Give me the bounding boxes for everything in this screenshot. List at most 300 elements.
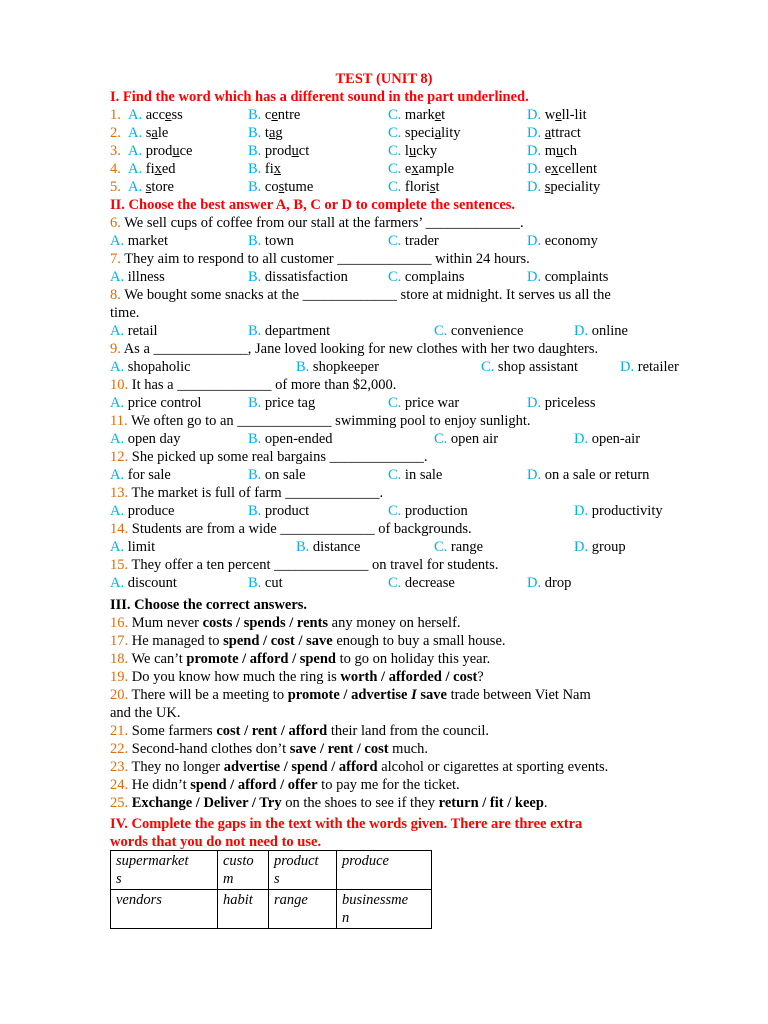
option-text: fi xyxy=(264,161,274,177)
underlined-sound: a xyxy=(434,125,442,141)
question-text xyxy=(110,668,484,686)
option-text: cellent xyxy=(558,161,598,177)
option-letter: B. xyxy=(248,431,262,447)
word-bank-cell: custo m xyxy=(218,851,269,890)
question-text xyxy=(110,214,524,232)
option-letter: B. xyxy=(248,161,262,177)
option-letter: C. xyxy=(388,575,402,591)
answer-option xyxy=(527,160,597,178)
option-text: retail xyxy=(127,323,158,339)
question-number: 1. xyxy=(110,107,121,123)
option-text: mark xyxy=(404,107,435,123)
option-text: complains xyxy=(404,269,465,285)
option-letter: A. xyxy=(110,233,125,249)
question-text xyxy=(110,376,396,394)
answer-option xyxy=(388,574,455,592)
answer-option xyxy=(388,178,440,196)
question-stem: They no longer xyxy=(128,759,224,775)
option-text: w xyxy=(544,107,556,123)
option-letter: D. xyxy=(574,539,589,555)
option-text: productivity xyxy=(591,503,663,519)
option-text: ct xyxy=(298,143,310,159)
option-letter: D. xyxy=(574,503,589,519)
question-text xyxy=(110,776,460,794)
option-letter: D. xyxy=(527,269,542,285)
answer-choices: save xyxy=(416,687,447,703)
answer-option xyxy=(248,232,294,250)
option-letter: C. xyxy=(388,269,402,285)
option-text: prod xyxy=(145,143,173,159)
underlined-sound: u xyxy=(291,143,299,159)
answer-option xyxy=(110,502,174,520)
question-number: 5. xyxy=(110,179,121,195)
word-bank-cell: supermarket s xyxy=(111,851,218,890)
answer-choices: I xyxy=(411,687,417,703)
question-stem: Some farmers xyxy=(128,723,217,739)
option-letter: C. xyxy=(388,503,402,519)
answer-option xyxy=(388,160,454,178)
question-stem: There will be a meeting to xyxy=(128,687,288,703)
section-2-heading: II. Choose the best answer A, B, C or D to complete the sentences. xyxy=(110,197,516,213)
answer-option xyxy=(248,142,309,160)
underlined-sound: e xyxy=(271,107,278,123)
question-stem: to pay me for the ticket. xyxy=(317,777,460,793)
option-text: co xyxy=(264,179,279,195)
option-letter: C. xyxy=(388,179,402,195)
question-number: 4. xyxy=(110,161,121,177)
answer-option xyxy=(574,430,640,448)
question-stem: any money on herself. xyxy=(328,615,461,631)
option-letter: A. xyxy=(128,143,143,159)
option-text: g xyxy=(275,125,283,141)
question-stem: We can’t xyxy=(128,651,187,667)
question-stem: It has a _____________ of more than $2,000. xyxy=(128,377,397,393)
answer-option xyxy=(248,322,330,340)
question-number: 25. xyxy=(110,795,129,811)
answer-option xyxy=(527,106,587,124)
option-text: e xyxy=(544,161,552,177)
answer-choices: spend / cost / save xyxy=(223,633,333,649)
option-text: ch xyxy=(563,143,577,159)
section-1-heading: I. Find the word which has a different sound in the part underlined. xyxy=(110,89,529,105)
question-number: 2. xyxy=(110,125,121,141)
question-stem: We bought some snacks at the _____________ store at midnight. It serves us all the xyxy=(120,287,611,303)
question-stem: We sell cups of coffee from our stall at the farmers’ _____________. xyxy=(120,215,524,231)
answer-option xyxy=(296,538,360,556)
option-letter: A. xyxy=(128,179,143,195)
answer-option xyxy=(248,268,348,286)
underlined-sound: s xyxy=(544,179,551,195)
option-text: c xyxy=(264,107,272,123)
word-bank-row xyxy=(111,890,432,929)
answer-option xyxy=(248,502,309,520)
answer-option xyxy=(388,394,459,412)
option-text: l xyxy=(404,143,409,159)
option-text: ss xyxy=(171,107,183,123)
option-letter: D. xyxy=(527,395,542,411)
question-stem: They offer a ten percent _____________ on travel for students. xyxy=(128,557,499,573)
question-text xyxy=(110,340,598,358)
option-letter: A. xyxy=(128,107,143,123)
underlined-sound: x xyxy=(551,161,559,177)
answer-option xyxy=(128,124,168,142)
question-number: 24. xyxy=(110,777,129,793)
option-text: product xyxy=(264,503,310,519)
underlined-sound: x xyxy=(411,161,419,177)
question-text-continued: time. xyxy=(110,305,140,321)
option-text: trader xyxy=(404,233,439,249)
answer-option xyxy=(527,394,595,412)
option-letter: D. xyxy=(527,179,542,195)
option-letter: D. xyxy=(527,125,542,141)
answer-choices: save / rent / cost xyxy=(289,741,389,757)
question-stem: to go on holiday this year. xyxy=(336,651,491,667)
question-stem: Second-hand clothes don’t xyxy=(128,741,290,757)
answer-option xyxy=(296,358,379,376)
option-text: ce xyxy=(179,143,193,159)
answer-option xyxy=(527,178,600,196)
option-letter: D. xyxy=(527,575,542,591)
option-letter: D. xyxy=(527,161,542,177)
option-text: ttract xyxy=(551,125,581,141)
underlined-sound: x xyxy=(154,161,162,177)
option-text: shopkeeper xyxy=(312,359,379,375)
answer-option xyxy=(388,232,439,250)
question-text xyxy=(110,250,530,268)
option-letter: D. xyxy=(527,143,542,159)
option-text: distance xyxy=(312,539,361,555)
answer-option xyxy=(128,142,192,160)
option-text: online xyxy=(591,323,628,339)
question-stem: on the shoes to see if they xyxy=(281,795,439,811)
question-stem: He didn’t xyxy=(128,777,191,793)
question-number: 12. xyxy=(110,449,129,465)
option-text: production xyxy=(404,503,468,519)
question-stem: Mum never xyxy=(128,615,203,631)
answer-option xyxy=(128,178,174,196)
question-text xyxy=(110,794,548,812)
option-letter: B. xyxy=(248,575,262,591)
option-text: tume xyxy=(284,179,314,195)
question-stem: ? xyxy=(477,669,484,685)
answer-option xyxy=(574,322,628,340)
option-letter: C. xyxy=(434,323,448,339)
word-bank-cell: habit xyxy=(218,890,269,929)
option-text: group xyxy=(591,539,626,555)
question-stem: As a _____________, Jane loved looking for new clothes with her two daughters. xyxy=(120,341,599,357)
option-text: cut xyxy=(264,575,283,591)
option-text: in sale xyxy=(404,467,443,483)
question-number: 23. xyxy=(110,759,129,775)
option-text: cky xyxy=(416,143,438,159)
option-text: discount xyxy=(127,575,177,591)
option-letter: C. xyxy=(434,539,448,555)
question-number: 3. xyxy=(110,143,121,159)
question-number: 22. xyxy=(110,741,129,757)
answer-option xyxy=(110,322,158,340)
option-text: economy xyxy=(544,233,598,249)
underlined-sound: s xyxy=(429,179,436,195)
question-text xyxy=(110,686,591,704)
answer-option xyxy=(434,538,483,556)
option-text: s xyxy=(145,125,152,141)
question-text xyxy=(110,484,383,502)
option-letter: B. xyxy=(248,395,262,411)
answer-option xyxy=(248,106,300,124)
answer-option xyxy=(527,142,577,160)
option-letter: A. xyxy=(110,359,125,375)
option-letter: C. xyxy=(388,161,402,177)
option-text: for sale xyxy=(127,467,171,483)
answer-option xyxy=(110,268,165,286)
question-number: 13. xyxy=(110,485,129,501)
question-stem: Do you know how much the ring is xyxy=(128,669,341,685)
question-number: 14. xyxy=(110,521,129,537)
option-letter: A. xyxy=(128,161,143,177)
answer-option xyxy=(128,160,176,178)
option-text: ntre xyxy=(277,107,301,123)
underlined-sound: s xyxy=(278,179,285,195)
answer-option xyxy=(248,574,283,592)
option-text: acc xyxy=(145,107,166,123)
underlined-sound: a xyxy=(151,125,158,141)
option-text: fi xyxy=(145,161,155,177)
answer-option xyxy=(110,232,168,250)
option-text: range xyxy=(450,539,484,555)
answer-option xyxy=(527,268,608,286)
question-number: 6. xyxy=(110,215,121,231)
option-text: on a sale or return xyxy=(544,467,650,483)
answer-option xyxy=(388,106,445,124)
answer-option xyxy=(574,538,626,556)
option-letter: C. xyxy=(388,143,402,159)
question-number: 15. xyxy=(110,557,129,573)
question-stem: They aim to respond to all customer _____________ within 24 hours. xyxy=(120,251,530,267)
option-text: ample xyxy=(418,161,455,177)
option-letter: C. xyxy=(434,431,448,447)
option-text: on sale xyxy=(264,467,306,483)
answer-choices: cost / rent / afford xyxy=(216,723,328,739)
answer-option xyxy=(248,160,281,178)
section-4-heading-line-2: words that you do not need to use. xyxy=(110,834,322,850)
underlined-sound: s xyxy=(145,179,152,195)
answer-choices: Exchange / Deliver / Try xyxy=(131,795,282,811)
option-letter: A. xyxy=(110,323,125,339)
question-number: 21. xyxy=(110,723,129,739)
option-text: open-air xyxy=(591,431,641,447)
option-text: price control xyxy=(127,395,202,411)
word-bank-cell: produce xyxy=(337,851,432,890)
option-text: priceless xyxy=(544,395,596,411)
question-text xyxy=(110,740,428,758)
option-letter: A. xyxy=(110,575,125,591)
question-stem: Students are from a wide _____________ of backgrounds. xyxy=(128,521,472,537)
option-letter: C. xyxy=(481,359,495,375)
answer-option xyxy=(434,430,498,448)
option-text: illness xyxy=(127,269,165,285)
word-bank-cell: product s xyxy=(269,851,337,890)
question-text xyxy=(110,520,472,538)
answer-option xyxy=(248,394,315,412)
option-text: open air xyxy=(450,431,499,447)
question-stem: We often go to an _____________ swimming pool to enjoy sunlight. xyxy=(127,413,531,429)
question-stem: alcohol or cigarettes at sporting events. xyxy=(377,759,609,775)
option-letter: C. xyxy=(388,125,402,141)
option-letter: B. xyxy=(248,179,262,195)
answer-option xyxy=(110,358,191,376)
option-text: prod xyxy=(264,143,292,159)
answer-option xyxy=(527,466,649,484)
option-letter: C. xyxy=(388,395,402,411)
answer-option xyxy=(527,232,598,250)
option-text: e xyxy=(404,161,412,177)
page-title: TEST (UNIT 8) xyxy=(335,71,433,87)
option-letter: B. xyxy=(248,143,262,159)
question-number: 8. xyxy=(110,287,121,303)
word-bank-cell: businessme n xyxy=(337,890,432,929)
option-text: le xyxy=(157,125,169,141)
option-text: retailer xyxy=(637,359,679,375)
answer-option xyxy=(481,358,578,376)
underlined-sound: e xyxy=(555,107,562,123)
option-letter: A. xyxy=(110,431,125,447)
option-letter: D. xyxy=(527,467,542,483)
question-stem: . xyxy=(543,795,548,811)
option-text: drop xyxy=(544,575,572,591)
option-text: open day xyxy=(127,431,181,447)
answer-option xyxy=(388,466,442,484)
option-letter: C. xyxy=(388,467,402,483)
question-number: 17. xyxy=(110,633,129,649)
option-letter: B. xyxy=(248,107,262,123)
option-text: ll-lit xyxy=(561,107,587,123)
question-stem: enough to buy a small house. xyxy=(332,633,506,649)
option-text: price tag xyxy=(264,395,316,411)
question-text xyxy=(110,650,490,668)
option-letter: B. xyxy=(296,359,310,375)
question-number: 16. xyxy=(110,615,129,631)
word-bank-cell: range xyxy=(269,890,337,929)
option-letter: D. xyxy=(527,107,542,123)
answer-option xyxy=(574,502,663,520)
underlined-sound: a xyxy=(544,125,552,141)
question-text xyxy=(110,758,608,776)
answer-option xyxy=(128,106,183,124)
question-stem: their land from the council. xyxy=(327,723,490,739)
question-number: 20. xyxy=(110,687,129,703)
option-text: limit xyxy=(127,539,156,555)
option-letter: D. xyxy=(574,431,589,447)
answer-option xyxy=(527,124,581,142)
section-4-heading-line-1: IV. Complete the gaps in the text with the words given. There are three extra xyxy=(110,816,583,832)
question-text-continued: and the UK. xyxy=(110,705,181,721)
question-stem: trade between Viet Nam xyxy=(446,687,591,703)
option-letter: A. xyxy=(110,395,125,411)
underlined-sound: a xyxy=(268,125,276,141)
question-number: 10. xyxy=(110,377,129,393)
option-text: decrease xyxy=(404,575,455,591)
answer-choices: promote / afford / spend xyxy=(186,651,336,667)
answer-option xyxy=(110,466,171,484)
underlined-sound: u xyxy=(556,143,564,159)
option-letter: B. xyxy=(248,125,262,141)
option-text: t xyxy=(435,179,440,195)
option-text: flori xyxy=(404,179,430,195)
option-letter: C. xyxy=(388,107,402,123)
question-number: 9. xyxy=(110,341,121,357)
underlined-sound: u xyxy=(172,143,180,159)
option-letter: B. xyxy=(296,539,310,555)
option-letter: A. xyxy=(110,503,125,519)
underlined-sound: e xyxy=(165,107,172,123)
option-text: ed xyxy=(161,161,176,177)
answer-option xyxy=(388,124,461,142)
answer-option xyxy=(388,502,468,520)
option-text: t xyxy=(441,107,446,123)
option-letter: B. xyxy=(248,503,262,519)
option-letter: C. xyxy=(388,233,402,249)
option-text: m xyxy=(544,143,557,159)
answer-choices: costs / spends / rents xyxy=(202,615,329,631)
question-text xyxy=(110,286,611,304)
answer-option xyxy=(248,430,333,448)
question-text xyxy=(110,614,461,632)
option-text: shop assistant xyxy=(497,359,579,375)
option-letter: A. xyxy=(110,467,125,483)
question-text xyxy=(110,412,531,430)
option-letter: B. xyxy=(248,233,262,249)
option-letter: D. xyxy=(620,359,635,375)
option-text: produce xyxy=(127,503,175,519)
option-letter: A. xyxy=(110,269,125,285)
answer-option xyxy=(110,538,155,556)
option-text: dissatisfaction xyxy=(264,269,348,285)
answer-option xyxy=(248,124,283,142)
answer-option xyxy=(388,142,437,160)
option-text: market xyxy=(127,233,168,249)
option-text: department xyxy=(264,323,331,339)
option-letter: A. xyxy=(110,539,125,555)
option-text: speci xyxy=(404,125,435,141)
option-text: open-ended xyxy=(264,431,333,447)
answer-option xyxy=(110,394,201,412)
question-text xyxy=(110,556,498,574)
answer-choices: worth / afforded / cost xyxy=(340,669,478,685)
answer-option xyxy=(110,430,180,448)
question-stem: much. xyxy=(388,741,429,757)
section-3-heading: III. Choose the correct answers. xyxy=(110,597,308,613)
option-text: t xyxy=(264,125,269,141)
option-text: shopaholic xyxy=(127,359,191,375)
option-letter: D. xyxy=(574,323,589,339)
option-text: convenience xyxy=(450,323,524,339)
question-stem: She picked up some real bargains _____________. xyxy=(128,449,428,465)
option-text: peciality xyxy=(550,179,601,195)
question-text xyxy=(110,632,506,650)
option-letter: D. xyxy=(527,233,542,249)
option-text: complaints xyxy=(544,269,609,285)
answer-option xyxy=(434,322,523,340)
answer-choices: promote / advertise xyxy=(287,687,412,703)
question-stem: The market is full of farm _____________. xyxy=(128,485,384,501)
question-number: 7. xyxy=(110,251,121,267)
answer-option xyxy=(620,358,679,376)
answer-option xyxy=(527,574,571,592)
question-text xyxy=(110,722,489,740)
underlined-sound: x xyxy=(273,161,282,177)
answer-option xyxy=(248,466,306,484)
question-number: 19. xyxy=(110,669,129,685)
